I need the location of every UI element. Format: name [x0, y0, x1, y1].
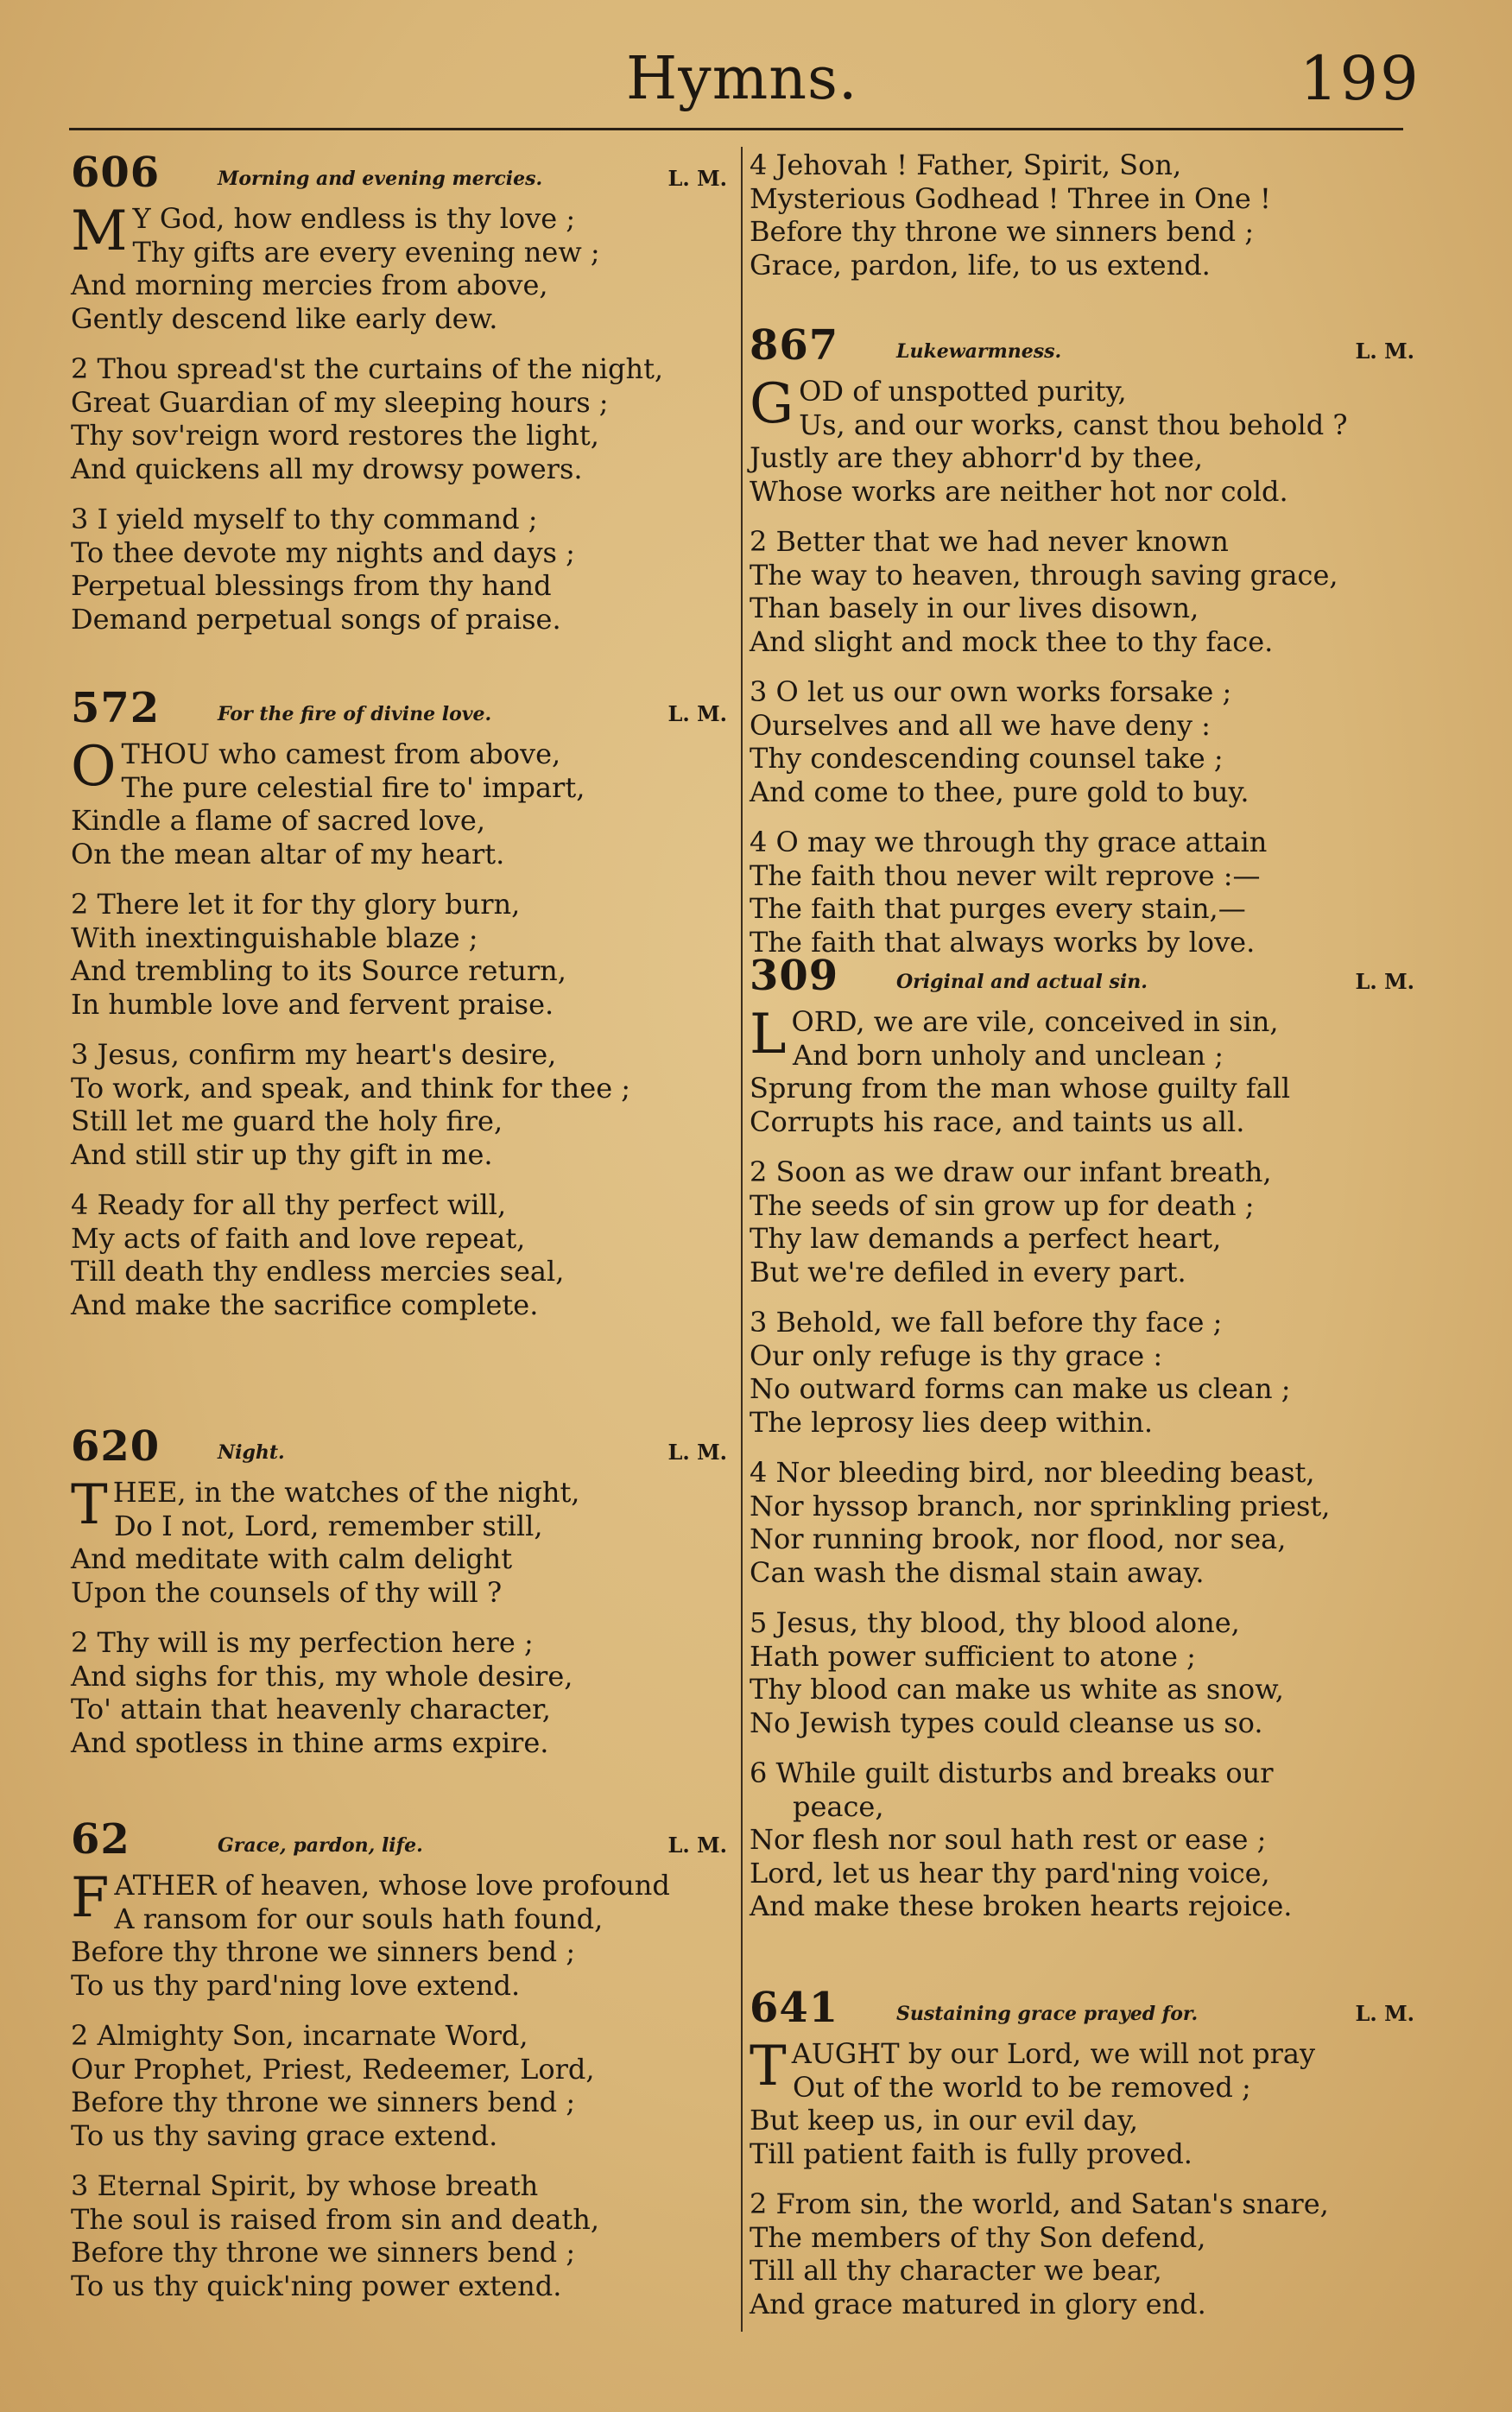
hymn-topic: Lukewarmness.	[896, 340, 1062, 363]
stanza	[750, 1456, 1423, 1589]
verse-line: Nor hyssop branch, nor sprinkling priest,	[750, 1489, 1331, 1523]
first-line-text: HEE, in the watches of the night,	[112, 1476, 580, 1509]
hymn-block	[750, 952, 1423, 1940]
stanza	[750, 372, 1423, 508]
stanza	[750, 826, 1423, 959]
first-line-text: THOU who camest from above,	[121, 738, 561, 770]
verse-line: 2 There let it for thy glory burn,	[71, 888, 521, 921]
verse-line: 2 Better that we had never known	[750, 525, 1229, 558]
verse-line: Thy law demands a perfect heart,	[750, 1222, 1222, 1255]
verse-line: 2 Thy will is my perfection here ;	[71, 1626, 534, 1659]
verse-line: The faith that always works by love.	[750, 925, 1256, 959]
verse-line: Nor flesh nor soul hath rest or ease ;	[750, 1823, 1267, 1856]
verse-line: Before thy throne we sinners bend ;	[71, 2086, 576, 2118]
verse-line: The soul is raised from sin and death,	[71, 2202, 600, 2236]
hymn-topic: Morning and evening mercies.	[218, 168, 543, 190]
verse-line: And slight and mock thee to thy face.	[750, 624, 1274, 658]
verse-line: The pure celestial fire to' impart,	[121, 770, 585, 804]
hymn-heading	[750, 321, 1423, 375]
hymn-topic: Sustaining grace prayed for.	[896, 2003, 1199, 2025]
hymn-topic: For the fire of divine love.	[218, 703, 492, 725]
verse-line: Than basely in our lives disown,	[750, 592, 1199, 624]
stanza	[750, 1306, 1423, 1439]
verse-line: To us thy quick'ning power extend.	[71, 2269, 562, 2302]
verse-line: Till patient faith is fully proved.	[750, 2137, 1193, 2170]
hymn-heading	[71, 1422, 736, 1476]
page-header	[0, 0, 1512, 130]
verse-line: The faith that purges every stain,—	[750, 892, 1246, 925]
header-rule	[69, 128, 1403, 130]
verse-line: 3 O let us our own works forsake ;	[750, 675, 1232, 708]
hymn-topic: Grace, pardon, life.	[218, 1834, 423, 1857]
hymn-block	[750, 1984, 1423, 2338]
verse-line: Hath power sufficient to atone ;	[750, 1639, 1196, 1673]
verse-line: Till death thy endless mercies seal,	[71, 1255, 565, 1288]
first-line-text: OD of unspotted purity,	[799, 375, 1127, 408]
hymn-heading	[71, 1815, 736, 1869]
verse-line: In humble love and fervent praise.	[71, 987, 554, 1021]
verse-line: 2 From sin, the world, and Satan's snare,	[750, 2187, 1329, 2220]
stanza	[750, 675, 1423, 808]
verse-line: 2 Almighty Son, incarnate Word,	[71, 2019, 528, 2052]
verse-line: To us thy pard'ning love extend.	[71, 1968, 521, 2002]
verse-line: 4 O may we through thy grace attain	[750, 826, 1268, 858]
stanza	[71, 2169, 736, 2302]
drop-cap: T	[750, 2035, 787, 2099]
verse-line: My acts of faith and love repeat,	[71, 1221, 526, 1255]
verse-line: The leprosy lies deep within.	[750, 1405, 1154, 1439]
page-number: 199	[1300, 43, 1420, 114]
column-divider	[741, 147, 743, 2332]
first-line-text: ORD, we are vile, conceived in sin,	[791, 1005, 1279, 1038]
stanza	[71, 1473, 736, 1609]
stanza	[750, 1757, 1423, 1923]
verse-line: 5 Jesus, thy blood, thy blood alone,	[750, 1606, 1240, 1639]
verse-line: Before thy throne we sinners bend ;	[750, 215, 1255, 248]
verse-line: But keep us, in our evil day,	[750, 2104, 1139, 2137]
verse-line: Still let me guard the holy fire,	[71, 1105, 503, 1137]
verse-line: And trembling to its Source return,	[71, 954, 566, 987]
verse-line: And grace matured in glory end.	[750, 2287, 1206, 2320]
verse-line: And still stir up thy gift in me.	[71, 1137, 493, 1171]
first-line-text: Y God, how endless is thy love ;	[132, 202, 576, 235]
verse-line: Before thy throne we sinners bend ;	[71, 2236, 576, 2269]
stanza	[750, 525, 1423, 658]
verse-line: Justly are they abhorr'd by thee,	[750, 441, 1204, 474]
stanza	[71, 2019, 736, 2152]
verse-line: To thee devote my nights and days ;	[71, 535, 575, 569]
stanza	[71, 503, 736, 636]
verse-line: The members of thy Son defend,	[750, 2220, 1206, 2254]
verse-line: 3 Eternal Spirit, by whose breath	[71, 2169, 539, 2202]
first-line-text: AUGHT by our Lord, we will not pray	[791, 2037, 1316, 2070]
stanza	[750, 2037, 1423, 2170]
hymn-continuation	[750, 149, 1423, 282]
verse-line: To work, and speak, and think for thee ;	[71, 1071, 631, 1105]
verse-line: And quickens all my drowsy powers.	[71, 452, 583, 485]
stanza	[71, 1188, 736, 1321]
hymn-number: 620	[71, 1422, 161, 1471]
hymn-number: 62	[71, 1815, 130, 1864]
verse-line: And make the sacrifice complete.	[71, 1288, 539, 1321]
verse-line: Kindle a flame of sacred love,	[71, 804, 485, 837]
first-line-text: ATHER of heaven, whose love profound	[114, 1869, 670, 1902]
verse-line: Grace, pardon, life, to us extend.	[750, 248, 1211, 282]
drop-cap: O	[71, 735, 117, 799]
verse-line: And come to thee, pure gold to buy.	[750, 775, 1249, 808]
hymn-block	[750, 149, 1423, 299]
hymn-number: 867	[750, 321, 839, 370]
hymn-block	[71, 684, 736, 1339]
verse-line: To' attain that heavenly character,	[71, 1693, 551, 1725]
verse-line: The faith thou never wilt reprove :—	[750, 858, 1261, 892]
hymn-heading	[750, 1984, 1423, 2037]
hymn-meter: L. M.	[1355, 339, 1414, 364]
verse-line: Thy blood can make us white as snow,	[750, 1673, 1284, 1706]
verse-line: Our only refuge is thy grace :	[750, 1339, 1163, 1372]
hymn-meter: L. M.	[1355, 2001, 1414, 2026]
stanza	[71, 199, 736, 335]
verse-line: 4 Ready for all thy perfect will,	[71, 1188, 507, 1221]
verse-line: But we're defiled in every part.	[750, 1255, 1186, 1288]
hymn-number: 572	[71, 684, 161, 732]
verse-line: Before thy throne we sinners bend ;	[71, 1935, 576, 1968]
stanza	[71, 735, 736, 870]
hymn-meter: L. M.	[667, 701, 727, 726]
verse-line: A ransom for our souls hath found,	[114, 1902, 604, 1935]
hymn-block	[71, 1422, 736, 1776]
verse-line: 2 Thou spread'st the curtains of the night,	[71, 352, 664, 385]
verse-line: 3 Jesus, confirm my heart's desire,	[71, 1038, 557, 1071]
verse-line: 3 Behold, we fall before thy face ;	[750, 1306, 1223, 1339]
drop-cap: F	[71, 1866, 110, 1930]
stanza	[71, 1626, 736, 1759]
verse-line: Whose works are neither hot nor cold.	[750, 474, 1288, 508]
hymn-topic: Night.	[218, 1441, 285, 1464]
verse-line: No outward forms can make us clean ;	[750, 1372, 1291, 1405]
verse-line: No Jewish types could cleanse us so.	[750, 1706, 1263, 1739]
stanza	[71, 888, 736, 1021]
verse-line: The way to heaven, through saving grace,	[750, 558, 1338, 592]
verse-line: And meditate with calm delight	[71, 1542, 513, 1575]
stanza	[71, 1866, 736, 2002]
verse-line: And spotless in thine arms expire.	[71, 1725, 549, 1759]
stanza	[750, 2187, 1423, 2320]
verse-line: Lord, let us hear thy pard'ning voice,	[750, 1856, 1270, 1890]
verse-line: Demand perpetual songs of praise.	[71, 602, 561, 636]
drop-cap: L	[750, 1003, 787, 1067]
verse-line: 4 Jehovah ! Father, Spirit, Son,	[750, 149, 1182, 181]
verse-line: 4 Nor bleeding bird, nor bleeding beast,	[750, 1456, 1315, 1489]
verse-line: 3 I yield myself to thy command ;	[71, 503, 538, 535]
hymn-meter: L. M.	[1355, 969, 1414, 994]
drop-cap: T	[71, 1473, 108, 1537]
verse-line: With inextinguishable blaze ;	[71, 921, 478, 954]
verse-line: Our Prophet, Priest, Redeemer, Lord,	[71, 2052, 595, 2086]
verse-line: And sighs for this, my whole desire,	[71, 1659, 573, 1693]
verse-line: Great Guardian of my sleeping hours ;	[71, 385, 609, 419]
page-title: Hymns.	[626, 45, 858, 113]
hymn-block	[71, 1815, 736, 2320]
verse-line: Upon the counsels of thy will ?	[71, 1575, 503, 1609]
verse-line: 6 While guilt disturbs and breaks our	[750, 1757, 1274, 1789]
drop-cap: G	[750, 372, 794, 436]
hymn-number: 606	[71, 149, 161, 197]
hymn-heading	[750, 952, 1423, 1005]
verse-line: And morning mercies from above,	[71, 269, 548, 301]
stanza	[750, 1606, 1423, 1739]
hymn-block	[71, 149, 736, 653]
verse-line: On the mean altar of my heart.	[71, 837, 505, 870]
stanza	[71, 1038, 736, 1171]
verse-line: Mysterious Godhead ! Three in One !	[750, 181, 1271, 215]
hymn-number: 309	[750, 952, 839, 1000]
verse-line: Do I not, Lord, remember still,	[114, 1509, 543, 1542]
verse-line: And make these broken hearts rejoice.	[750, 1890, 1293, 1922]
hymn-heading	[71, 684, 736, 738]
hymn-number: 641	[750, 1984, 839, 2032]
hymn-topic: Original and actual sin.	[896, 971, 1148, 993]
verse-line: 2 Soon as we draw our infant breath,	[750, 1155, 1272, 1188]
verse-line: Nor running brook, nor flood, nor sea,	[750, 1523, 1287, 1555]
verse-line: Thy condescending counsel take ;	[750, 742, 1224, 775]
hymn-heading	[71, 149, 736, 202]
stanza	[750, 1005, 1423, 1138]
verse-line: Us, and our works, canst thou behold ?	[799, 408, 1348, 441]
verse-line: Ourselves and all we have deny :	[750, 708, 1211, 742]
verse-line: Sprung from the man whose guilty fall	[750, 1072, 1291, 1105]
verse-line: Thy gifts are every evening new ;	[132, 235, 600, 269]
hymn-meter: L. M.	[667, 166, 727, 191]
verse-line: Out of the world to be removed ;	[793, 2070, 1251, 2104]
verse-line: Can wash the dismal stain away.	[750, 1555, 1205, 1589]
verse-line: peace,	[793, 1789, 884, 1823]
verse-line: Till all thy character we bear,	[750, 2254, 1162, 2287]
stanza	[71, 352, 736, 485]
verse-line: Gently descend like early dew.	[71, 301, 498, 335]
verse-line: And born unholy and unclean ;	[793, 1038, 1224, 1072]
stanza	[750, 1155, 1423, 1288]
verse-line: Thy sov'reign word restores the light,	[71, 419, 599, 452]
verse-line: To us thy saving grace extend.	[71, 2118, 498, 2152]
verse-line: Corrupts his race, and taints us all.	[750, 1105, 1245, 1138]
verse-line: The seeds of sin grow up for death ;	[750, 1188, 1255, 1222]
hymn-block	[750, 321, 1423, 976]
verse-line: Perpetual blessings from thy hand	[71, 569, 552, 602]
drop-cap: M	[71, 199, 128, 263]
hymn-meter: L. M.	[667, 1833, 727, 1858]
hymn-meter: L. M.	[667, 1440, 727, 1465]
